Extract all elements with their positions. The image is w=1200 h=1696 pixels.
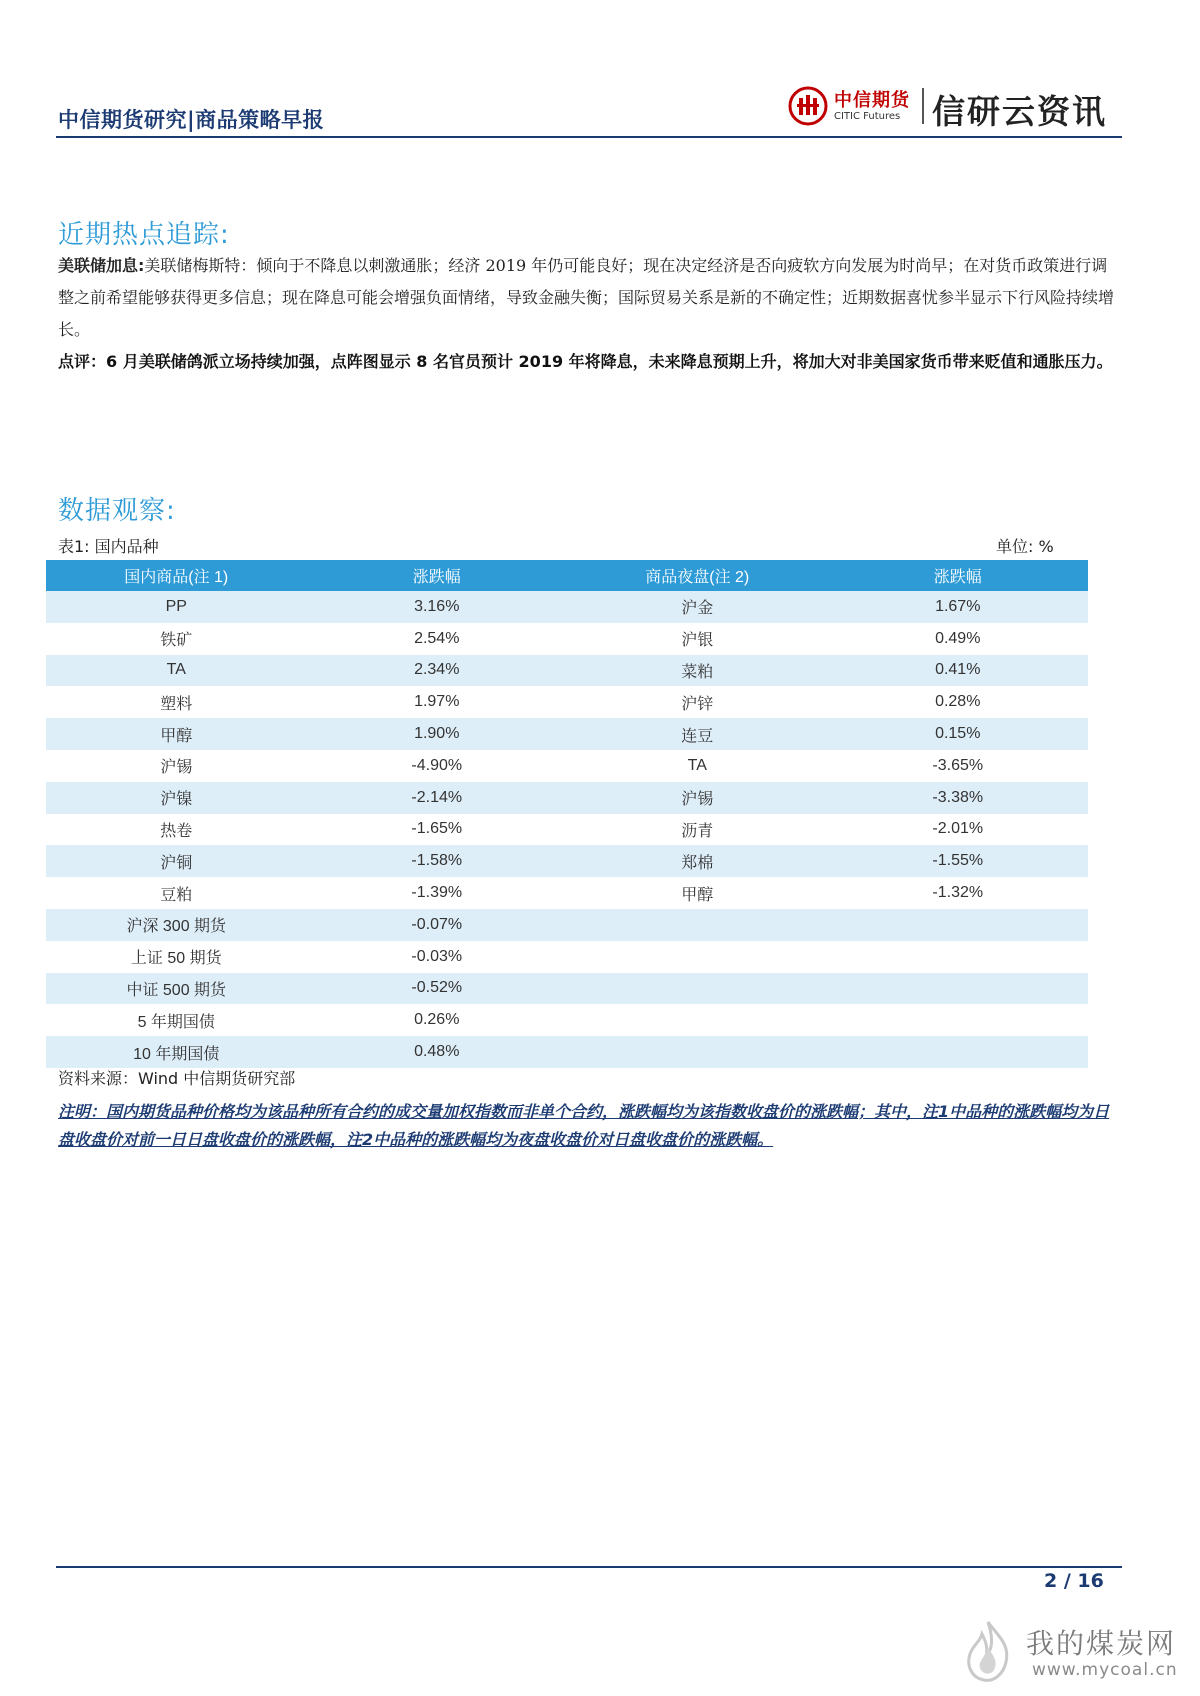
col-header-domestic: 国内商品(注 1): [46, 560, 307, 591]
night-change-cell: -1.55%: [828, 845, 1089, 877]
night-commodity-cell: 连豆: [567, 718, 828, 750]
night-commodity-cell: 沪锌: [681, 695, 714, 713]
domestic-commodity-cell: 中证 500 期货: [46, 973, 307, 1005]
table-unit: 单位: %: [996, 537, 1054, 556]
table-row: [46, 718, 1088, 750]
night-commodity-cell: 菜粕: [567, 655, 828, 687]
table-row: [46, 686, 1088, 718]
domestic-change-cell: -2.14%: [307, 782, 568, 814]
report-title: 中信期货研究|商品策略早报: [58, 108, 325, 132]
col-header-change: 涨跌幅: [307, 560, 568, 591]
night-commodity-cell: 甲醇: [681, 886, 714, 904]
data-source: 资料来源：Wind 中信期货研究部: [58, 1069, 296, 1088]
col-header-night-change: 涨跌幅: [828, 560, 1089, 591]
domestic-change-cell: -1.65%: [411, 820, 463, 838]
hot-topics-heading: 近期热点追踪:: [58, 220, 230, 250]
night-commodity-cell: [567, 1004, 828, 1036]
table-row: [46, 591, 1088, 623]
night-commodity-cell: [567, 909, 828, 941]
domestic-change-cell: 2.54%: [414, 629, 460, 647]
table-header-row: [46, 560, 1088, 591]
logo-divider: [922, 88, 924, 124]
domestic-change-cell: -4.90%: [411, 756, 463, 774]
table-row: [46, 973, 1088, 1005]
domestic-change-cell: -0.52%: [307, 973, 568, 1005]
night-change-cell: [828, 1004, 1089, 1036]
domestic-commodity-cell: 上证 50 期货: [130, 950, 222, 968]
table-row: [46, 655, 1088, 687]
night-change-cell: 0.28%: [935, 693, 981, 711]
footer-divider: [56, 1566, 1122, 1568]
night-change-cell: -1.32%: [932, 884, 984, 902]
night-commodity-cell: [567, 1036, 828, 1068]
night-change-cell: -3.38%: [828, 782, 1089, 814]
hot-topic-paragraph: [58, 250, 1122, 346]
night-commodity-cell: 沪锡: [567, 782, 828, 814]
domestic-commodity-cell: 塑料: [160, 695, 193, 713]
night-change-cell: 1.67%: [828, 591, 1089, 623]
domestic-commodity-cell: 10 年期国债: [46, 1036, 307, 1068]
night-commodity-cell: TA: [687, 756, 707, 774]
page-number: 2 / 16: [1044, 1570, 1104, 1592]
night-change-cell: -3.65%: [932, 756, 984, 774]
domestic-change-cell: 2.34%: [307, 655, 568, 687]
domestic-change-cell: 1.90%: [307, 718, 568, 750]
table-caption: 表1: 国内品种: [58, 537, 159, 556]
topic-label: 美联储加息:: [58, 256, 145, 275]
domestic-commodity-cell: 沪铜: [46, 845, 307, 877]
data-observation-heading: 数据观察:: [58, 496, 176, 526]
domestic-commodity-cell: 铁矿: [160, 632, 193, 650]
watermark-text: 我的煤炭网: [1026, 1627, 1177, 1660]
table-row: [46, 623, 1088, 655]
domestic-change-cell: 0.26%: [414, 1011, 460, 1029]
table-row: [46, 1004, 1088, 1036]
domestic-change-cell: -1.39%: [411, 884, 463, 902]
domestic-commodity-cell: 沪锡: [160, 759, 193, 777]
domestic-commodity-cell: 豆粕: [160, 886, 193, 904]
flame-watermark-icon: [958, 1618, 1018, 1684]
domestic-change-cell: 0.48%: [307, 1036, 568, 1068]
night-change-cell: -2.01%: [932, 820, 984, 838]
logo-chinese-name: 中信期货: [834, 90, 910, 111]
night-change-cell: [828, 1036, 1089, 1068]
commodity-table: [46, 560, 1088, 1068]
table-row: [46, 750, 1088, 782]
logo-english-name: CITIC Futures: [834, 111, 901, 122]
domestic-commodity-cell: 沪镍: [46, 782, 307, 814]
domestic-change-cell: 3.16%: [307, 591, 568, 623]
col-header-night: 商品夜盘(注 2): [567, 560, 828, 591]
citic-logo: [788, 82, 1124, 132]
domestic-commodity-cell: PP: [46, 591, 307, 623]
table-note: 注明：国内期货品种价格均为该品种所有合约的成交量加权指数而非单个合约，涨跌幅均为该指数收盘价的涨跌幅；其中，注1中品种的涨跌幅均为日盘收盘价对前一日日盘收盘价的涨跌幅，注2中品种的涨跌幅均为夜盘收盘价对日盘收盘价的涨跌幅。: [58, 1102, 1110, 1149]
night-commodity-cell: 沪金: [567, 591, 828, 623]
domestic-commodity-cell: 沪深 300 期货: [46, 909, 307, 941]
night-commodity-cell: [567, 941, 828, 973]
domestic-commodity-cell: 甲醇: [46, 718, 307, 750]
watermark-url: www.mycoal.cn: [1032, 1660, 1178, 1680]
brand-name: 信研云资讯: [932, 92, 1107, 131]
table-row: [46, 909, 1088, 941]
night-commodity-cell: [567, 973, 828, 1005]
night-commodity-cell: 沪银: [681, 632, 714, 650]
comment-paragraph: 点评：6 月美联储鸽派立场持续加强，点阵图显示 8 名官员预计 2019 年将降息，未来降息预期上升，将加大对非美国家货币带来贬值和通胀压力。: [58, 352, 1113, 371]
night-change-cell: 0.41%: [828, 655, 1089, 687]
table-row: [46, 941, 1088, 973]
table-row: [46, 814, 1088, 846]
night-change-cell: [828, 909, 1089, 941]
topic-text: 美联储梅斯特：倾向于不降息以刺激通胀；经济 2019 年仍可能良好；现在决定经济是否向疲软方向发展为时尚早；在对货币政策进行调整之前希望能够获得更多信息；现在降息可能会增强负面情绪，导致金融失衡；国际贸易关系是新的不确定性；近期数据喜忧参半显示下行风险持续增长。: [58, 256, 1115, 339]
night-change-cell: 0.49%: [935, 629, 981, 647]
table-body: [46, 591, 1088, 1068]
night-commodity-cell: 郑棉: [567, 845, 828, 877]
table-row: [46, 1036, 1088, 1068]
table-row: [46, 877, 1088, 909]
domestic-change-cell: -0.07%: [307, 909, 568, 941]
table-row: [46, 782, 1088, 814]
domestic-commodity-cell: 热卷: [160, 822, 193, 840]
citic-seal-icon: [788, 86, 828, 126]
header-divider: [56, 136, 1122, 138]
domestic-change-cell: -1.58%: [307, 845, 568, 877]
domestic-change-cell: 1.97%: [414, 693, 460, 711]
night-commodity-cell: 沥青: [681, 822, 714, 840]
table-row: [46, 845, 1088, 877]
night-change-cell: [828, 941, 1089, 973]
night-change-cell: [828, 973, 1089, 1005]
domestic-commodity-cell: 5 年期国债: [137, 1013, 215, 1031]
domestic-commodity-cell: TA: [46, 655, 307, 687]
night-change-cell: 0.15%: [828, 718, 1089, 750]
domestic-change-cell: -0.03%: [411, 947, 463, 965]
